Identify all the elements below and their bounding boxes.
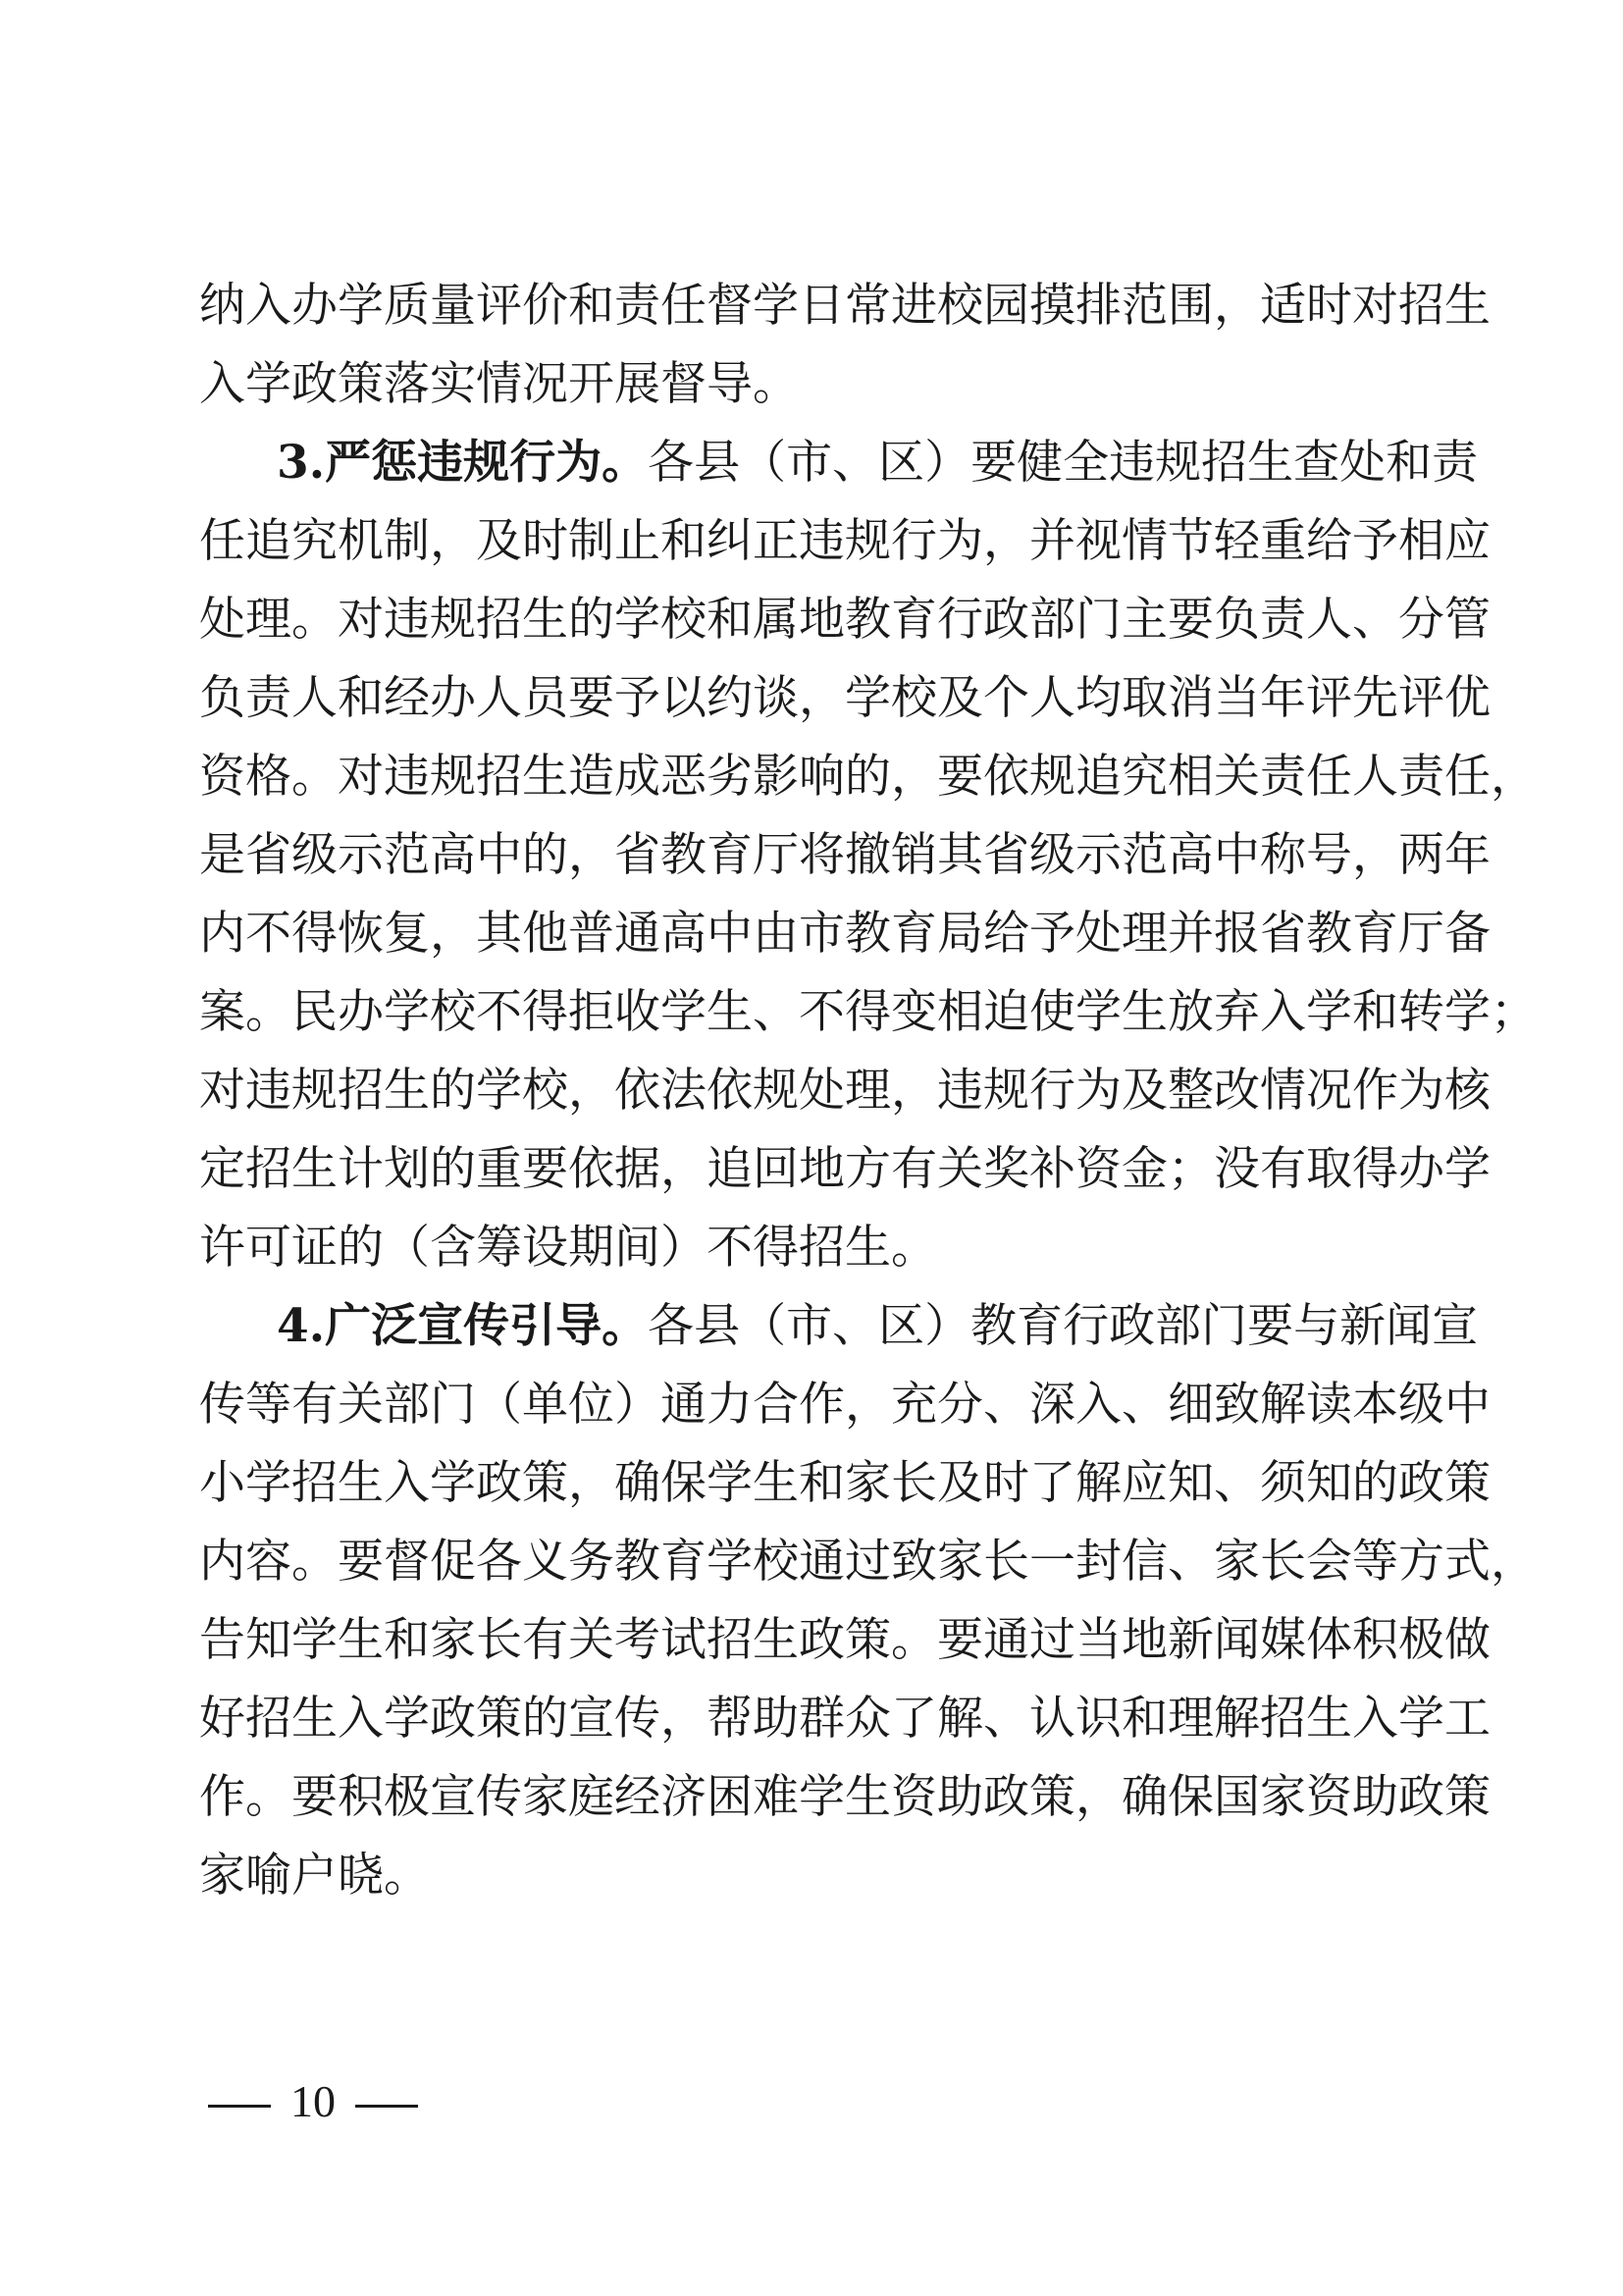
paragraph-line: 入学政策落实情况开展督导。 [199, 357, 799, 411]
paragraph-line: 负责人和经办人员要予以约谈，学校及个人均取消当年评先评优 [199, 671, 1491, 725]
section-heading-4: 4.广泛宣传引导。 [277, 1299, 649, 1353]
paragraph-line: 对违规招生的学校，依法依规处理，违规行为及整改情况作为核 [199, 1064, 1491, 1118]
page-number-footer [188, 2067, 438, 2136]
paragraph-text: 各县（市、区）教育行政部门要与新闻宣 [648, 1299, 1479, 1353]
page-number: 10 [290, 2076, 336, 2126]
paragraph-line: 传等有关部门（单位）通力合作，充分、深入、细致解读本级中 [199, 1378, 1491, 1432]
dash-left [208, 2105, 271, 2108]
paragraph-line: 定招生计划的重要依据，追回地方有关奖补资金；没有取得办学 [199, 1142, 1491, 1196]
dash-right [355, 2105, 418, 2108]
section-4-first-line [277, 1287, 1479, 1366]
section-heading-3: 3.严惩违规行为。 [277, 436, 649, 490]
paragraph-line: 内不得恢复，其他普通高中由市教育局给予处理并报省教育厅备 [199, 907, 1491, 961]
paragraph-line: 作。要积极宣传家庭经济困难学生资助政策，确保国家资助政策 [199, 1770, 1491, 1824]
paragraph-line: 好招生入学政策的宣传，帮助群众了解、认识和理解招生入学工 [199, 1692, 1491, 1746]
paragraph-line: 任追究机制，及时制止和纠正违规行为，并视情节轻重给予相应 [199, 514, 1491, 568]
paragraph-line: 告知学生和家长有关考试招生政策。要通过当地新闻媒体积极做 [199, 1613, 1491, 1667]
paragraph-line: 小学招生入学政策，确保学生和家长及时了解应知、须知的政策 [199, 1456, 1491, 1510]
paragraph-line: 内容。要督促各义务教育学校通过致家长一封信、家长会等方式， [199, 1535, 1537, 1589]
paragraph-line: 资格。对违规招生造成恶劣影响的，要依规追究相关责任人责任， [199, 750, 1537, 804]
section-3-first-line [277, 424, 1479, 502]
paragraph-text: 各县（市、区）要健全违规招生查处和责 [648, 436, 1479, 490]
paragraph-line: 是省级示范高中的，省教育厅将撤销其省级示范高中称号，两年 [199, 828, 1491, 882]
paragraph-line: 许可证的（含筹设期间）不得招生。 [199, 1221, 937, 1275]
paragraph-line: 案。民办学校不得拒收学生、不得变相迫使学生放弃入学和转学； [199, 985, 1537, 1039]
paragraph-line: 纳入办学质量评价和责任督学日常进校园摸排范围，适时对招生 [199, 279, 1491, 333]
paragraph-line: 家喻户晓。 [199, 1849, 430, 1903]
paragraph-line: 处理。对违规招生的学校和属地教育行政部门主要负责人、分管 [199, 593, 1491, 647]
